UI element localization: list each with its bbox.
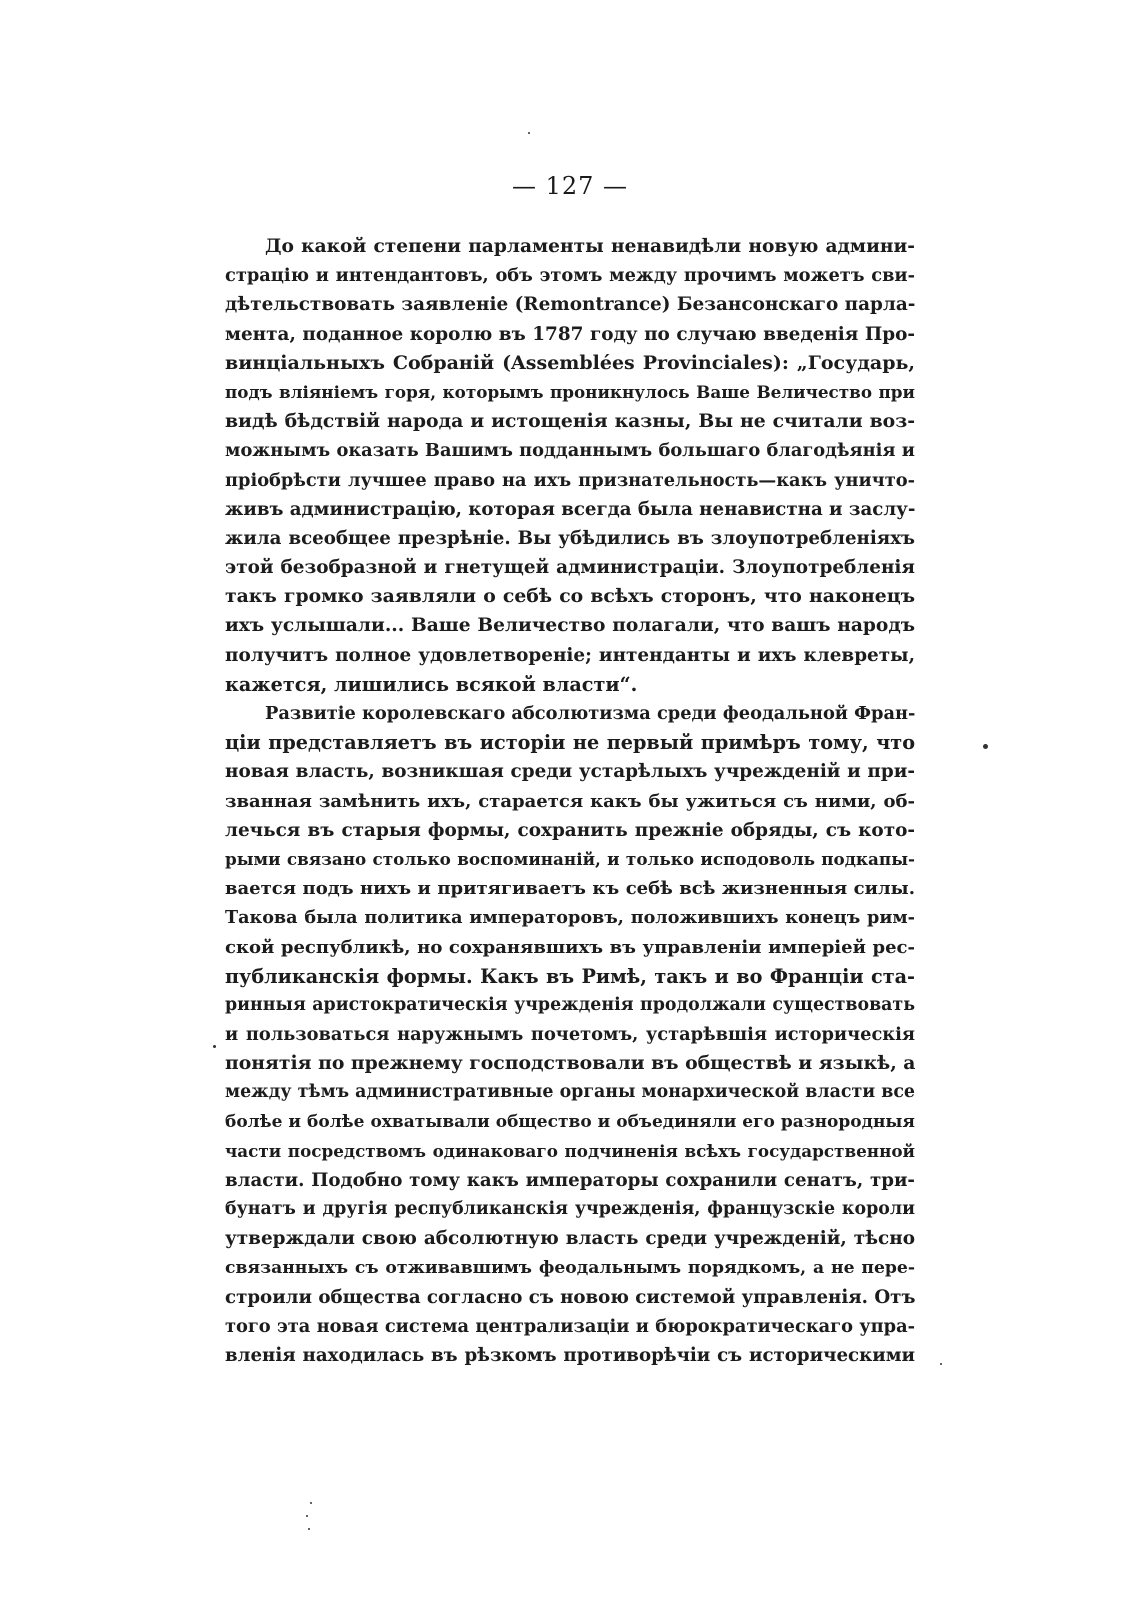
text-line: подъ вліяніемъ горя, которымъ проникнулось Ваше Величество при bbox=[225, 381, 915, 402]
text-line: жила всеобщее презрѣніе. Вы убѣдились въ злоупотребленіяхъ bbox=[225, 527, 915, 549]
scan-speck bbox=[308, 1528, 310, 1530]
text-line: Развитіе королевскаго абсолютизма среди феодальной Фран- bbox=[265, 703, 915, 724]
text-line: болѣе и болѣе охватывали общество и объединяли его разнородныя bbox=[225, 1111, 915, 1132]
text-line: вленія находилась въ рѣзкомъ противорѣчіи съ историческими bbox=[225, 1345, 915, 1367]
text-line: того эта новая система централизаціи и бюрократическаго упра- bbox=[225, 1315, 915, 1337]
text-line: вается подъ нихъ и притягиваетъ къ себѣ всѣ жизненныя силы. bbox=[225, 878, 915, 900]
scan-speck bbox=[983, 744, 988, 749]
text-line: рыми связано столько воспоминаній, и только исподоволь подкапы- bbox=[225, 848, 915, 869]
text-line: званная замѣнить ихъ, старается какъ бы ужиться съ ними, об- bbox=[225, 790, 915, 812]
text-line: лечься въ старыя формы, сохранить прежніе обряды, съ кото- bbox=[225, 819, 915, 841]
text-line: ціи представляетъ въ исторіи не первый примѣръ тому, что bbox=[225, 731, 915, 755]
text-line: бунатъ и другія республиканскія учрежденія, французскіе короли bbox=[225, 1199, 915, 1220]
text-line: утверждали свою абсолютную власть среди учрежденій, тѣсно bbox=[225, 1228, 915, 1250]
scan-speck bbox=[940, 1363, 942, 1365]
text-line: видѣ бѣдствій народа и истощенія казны, Вы не считали воз- bbox=[225, 410, 915, 433]
text-line: понятія по прежнему господствовали въ обществѣ и языкѣ, а bbox=[225, 1052, 915, 1075]
body-text bbox=[225, 232, 915, 1370]
text-line: этой безобразной и гнетущей администраціи. Злоупотребленія bbox=[225, 557, 915, 579]
text-line: Такова была политика императоровъ, положившихъ конецъ рим- bbox=[225, 907, 915, 929]
text-line: дѣтельствовать заявленіе (Remontrance) Безансонскаго парла- bbox=[225, 294, 915, 316]
text-line: винціальныхъ Собраній (Assemblées Provinciales): „Государь, bbox=[225, 351, 915, 374]
scan-speck bbox=[306, 1515, 308, 1517]
scan-speck bbox=[310, 1502, 312, 1504]
text-line: живъ администрацію, которая всегда была ненавистна и заслу- bbox=[225, 498, 915, 520]
page-number: — 127 — bbox=[511, 172, 629, 200]
text-line: власти. Подобно тому какъ императоры сохранили сенатъ, три- bbox=[225, 1170, 915, 1191]
text-line: ихъ услышали... Ваше Величество полагали, что вашъ народъ bbox=[225, 615, 915, 637]
text-line: кажется, лишились всякой власти“. bbox=[225, 672, 638, 696]
scan-speck bbox=[528, 132, 530, 134]
text-line: и пользоваться наружнымъ почетомъ, устарѣвшія историческія bbox=[225, 1024, 915, 1046]
text-line: такъ громко заявляли о себѣ со всѣхъ сторонъ, что наконецъ bbox=[225, 585, 915, 608]
text-line: между тѣмъ административные органы монархической власти все bbox=[225, 1082, 915, 1103]
text-line: можнымъ оказать Вашимъ подданнымъ большаго благодѣянія и bbox=[225, 440, 915, 462]
text-line: страцію и интендантовъ, объ этомъ между прочимъ можетъ сви- bbox=[225, 265, 915, 287]
text-line: строили общества согласно съ новою системой управленія. Отъ bbox=[225, 1286, 915, 1308]
text-line: получитъ полное удовлетвореніе; интенданты и ихъ клевреты, bbox=[225, 644, 915, 666]
text-line: До какой степени парламенты ненавидѣли новую админи- bbox=[265, 236, 915, 257]
text-line: ской республикѣ, но сохранявшихъ въ управленіи имперіей рес- bbox=[225, 936, 915, 958]
text-line: новая власть, возникшая среди устарѣлыхъ учрежденій и при- bbox=[225, 761, 915, 783]
text-line: ринныя аристократическія учрежденія продолжали существовать bbox=[225, 994, 915, 1015]
text-line: пріобрѣсти лучшее право на ихъ признательность—какъ уничто- bbox=[225, 469, 915, 491]
text-line: связанныхъ съ отживавшимъ феодальнымъ порядкомъ, а не пере- bbox=[225, 1257, 915, 1278]
text-line: части посредствомъ одинаковаго подчиненія всѣхъ государственной bbox=[225, 1140, 915, 1161]
text-line: мента, поданное королю въ 1787 году по случаю введенія Про- bbox=[225, 323, 915, 345]
text-line: публиканскія формы. Какъ въ Римѣ, такъ и во Франціи ста- bbox=[225, 964, 915, 988]
scan-speck bbox=[213, 1045, 216, 1048]
